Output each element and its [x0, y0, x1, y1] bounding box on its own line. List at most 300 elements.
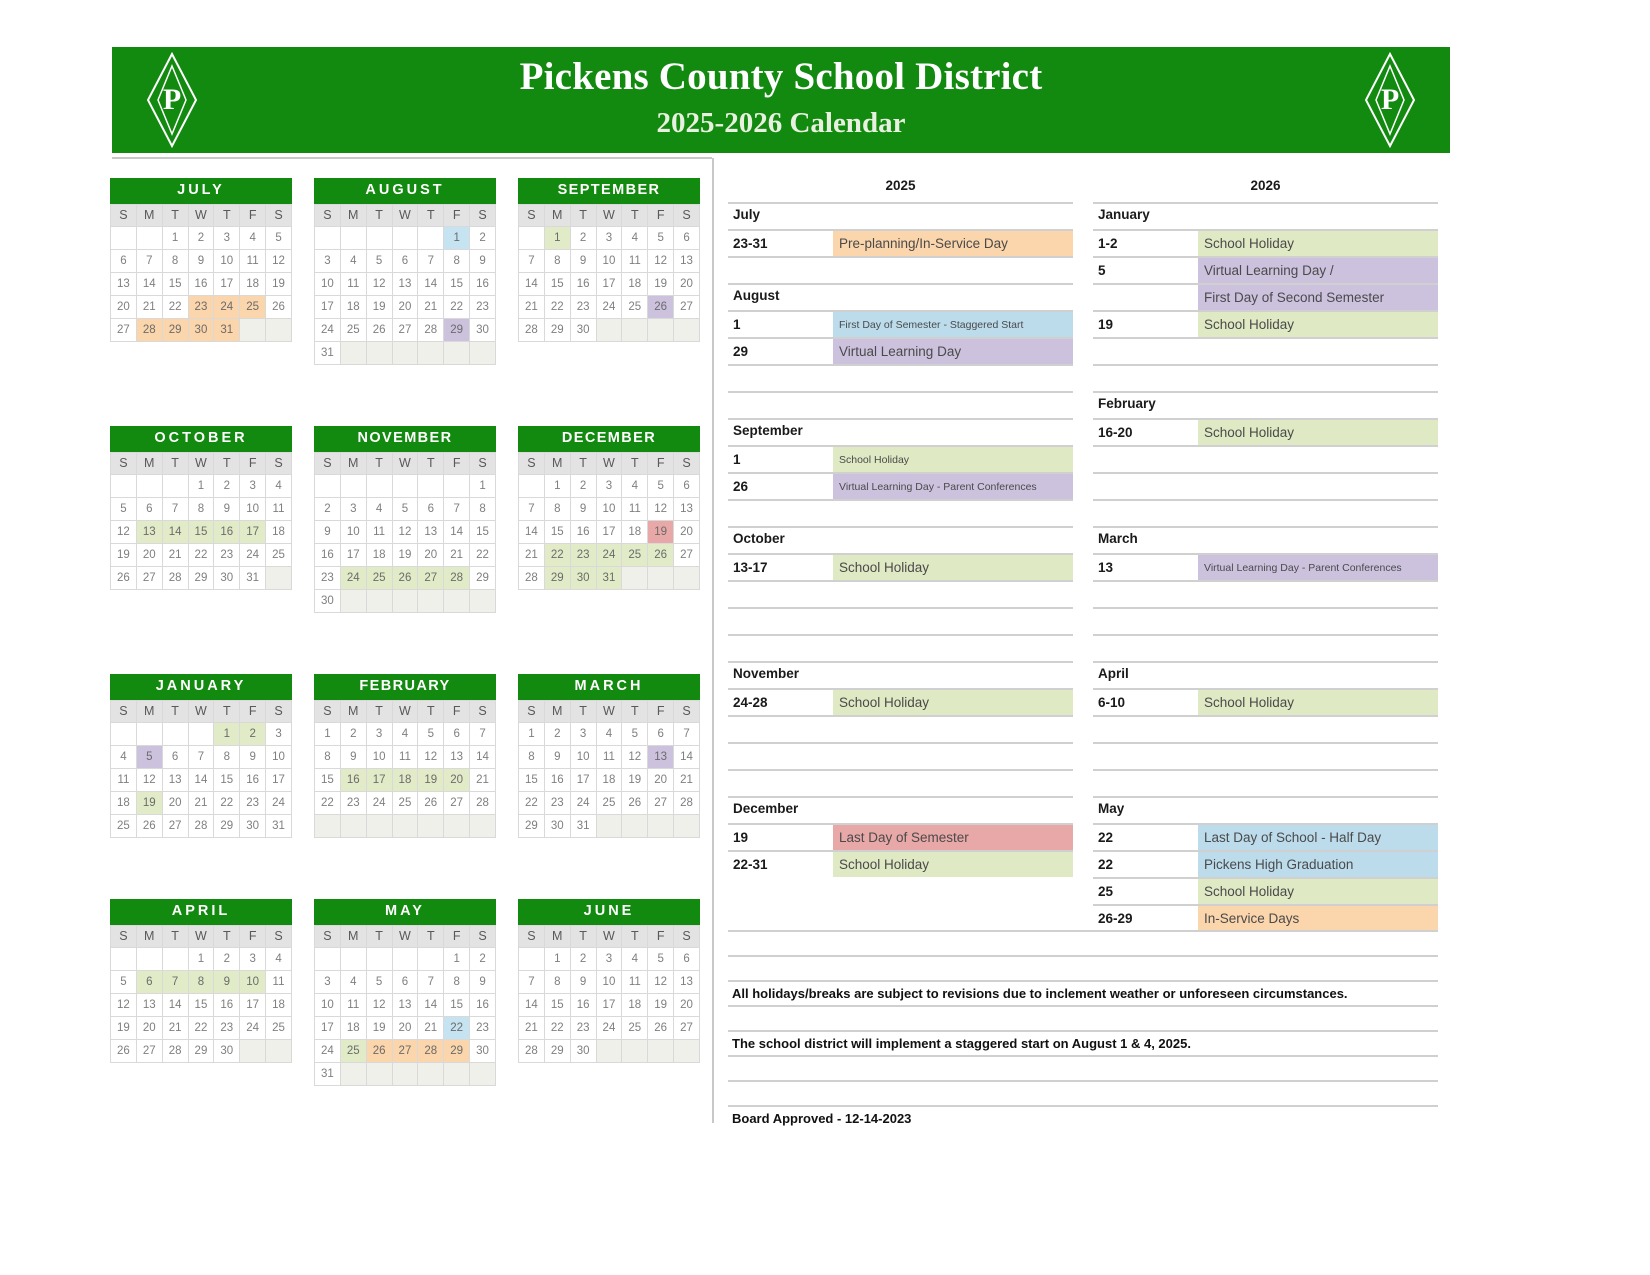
day-cell[interactable]: 7: [189, 746, 214, 768]
day-cell[interactable]: 7: [519, 498, 544, 520]
day-cell[interactable]: 13: [393, 994, 418, 1016]
day-cell-highlighted[interactable]: 14: [163, 521, 188, 543]
day-cell[interactable]: 24: [315, 319, 340, 341]
day-cell[interactable]: 27: [137, 567, 162, 589]
day-cell-highlighted[interactable]: 6: [137, 971, 162, 993]
day-cell[interactable]: 9: [240, 746, 265, 768]
day-cell[interactable]: 21: [519, 296, 544, 318]
day-cell-highlighted[interactable]: 25: [367, 567, 392, 589]
day-cell[interactable]: 21: [470, 769, 495, 791]
day-cell[interactable]: 16: [240, 769, 265, 791]
day-cell[interactable]: 15: [545, 273, 570, 295]
day-cell[interactable]: 10: [315, 273, 340, 295]
day-cell[interactable]: 31: [240, 567, 265, 589]
day-cell[interactable]: 1: [470, 475, 495, 497]
day-cell[interactable]: 2: [571, 475, 596, 497]
day-cell[interactable]: 12: [367, 273, 392, 295]
day-cell[interactable]: 15: [315, 769, 340, 791]
day-cell[interactable]: 15: [444, 994, 469, 1016]
day-cell[interactable]: 15: [189, 994, 214, 1016]
day-cell[interactable]: 28: [470, 792, 495, 814]
day-cell[interactable]: 28: [519, 1040, 544, 1062]
day-cell[interactable]: 3: [240, 948, 265, 970]
day-cell[interactable]: 8: [545, 250, 570, 272]
day-cell[interactable]: 6: [674, 475, 699, 497]
day-cell[interactable]: 22: [519, 792, 544, 814]
day-cell[interactable]: 6: [163, 746, 188, 768]
day-cell[interactable]: 16: [571, 521, 596, 543]
day-cell[interactable]: 5: [266, 227, 291, 249]
day-cell-highlighted[interactable]: 9: [214, 971, 239, 993]
day-cell[interactable]: 25: [622, 1017, 647, 1039]
day-cell[interactable]: 29: [545, 319, 570, 341]
day-cell[interactable]: 19: [367, 1017, 392, 1039]
day-cell[interactable]: 20: [163, 792, 188, 814]
day-cell-highlighted[interactable]: 27: [418, 567, 443, 589]
day-cell-highlighted[interactable]: 25: [622, 544, 647, 566]
day-cell[interactable]: 4: [266, 475, 291, 497]
day-cell-highlighted[interactable]: 16: [341, 769, 366, 791]
day-cell[interactable]: 27: [111, 319, 136, 341]
day-cell[interactable]: 8: [189, 498, 214, 520]
day-cell[interactable]: 11: [341, 994, 366, 1016]
day-cell[interactable]: 22: [470, 544, 495, 566]
day-cell[interactable]: 11: [367, 521, 392, 543]
day-cell[interactable]: 2: [470, 948, 495, 970]
day-cell-highlighted[interactable]: 25: [341, 1040, 366, 1062]
day-cell[interactable]: 9: [545, 746, 570, 768]
day-cell[interactable]: 23: [214, 1017, 239, 1039]
day-cell[interactable]: 5: [648, 475, 673, 497]
day-cell[interactable]: 11: [393, 746, 418, 768]
day-cell[interactable]: 13: [444, 746, 469, 768]
day-cell[interactable]: 3: [367, 723, 392, 745]
day-cell[interactable]: 29: [189, 1040, 214, 1062]
day-cell[interactable]: 22: [214, 792, 239, 814]
day-cell-highlighted[interactable]: 13: [648, 746, 673, 768]
day-cell-highlighted[interactable]: 29: [163, 319, 188, 341]
day-cell[interactable]: 14: [137, 273, 162, 295]
day-cell[interactable]: 4: [341, 971, 366, 993]
day-cell[interactable]: 6: [111, 250, 136, 272]
day-cell[interactable]: 30: [470, 1040, 495, 1062]
day-cell[interactable]: 2: [571, 227, 596, 249]
day-cell[interactable]: 28: [163, 1040, 188, 1062]
day-cell[interactable]: 25: [111, 815, 136, 837]
day-cell[interactable]: 25: [622, 296, 647, 318]
day-cell[interactable]: 7: [674, 723, 699, 745]
day-cell-highlighted[interactable]: 15: [189, 521, 214, 543]
day-cell[interactable]: 30: [571, 319, 596, 341]
day-cell[interactable]: 5: [111, 971, 136, 993]
day-cell[interactable]: 12: [111, 521, 136, 543]
day-cell[interactable]: 8: [545, 971, 570, 993]
day-cell[interactable]: 8: [315, 746, 340, 768]
day-cell[interactable]: 30: [470, 319, 495, 341]
day-cell[interactable]: 20: [137, 1017, 162, 1039]
day-cell[interactable]: 26: [111, 1040, 136, 1062]
day-cell[interactable]: 15: [545, 521, 570, 543]
day-cell[interactable]: 7: [137, 250, 162, 272]
day-cell[interactable]: 12: [393, 521, 418, 543]
day-cell[interactable]: 5: [367, 971, 392, 993]
day-cell[interactable]: 16: [545, 769, 570, 791]
day-cell[interactable]: 20: [111, 296, 136, 318]
day-cell[interactable]: 9: [470, 250, 495, 272]
day-cell[interactable]: 5: [418, 723, 443, 745]
day-cell[interactable]: 19: [266, 273, 291, 295]
day-cell[interactable]: 25: [597, 792, 622, 814]
day-cell[interactable]: 2: [341, 723, 366, 745]
day-cell[interactable]: 27: [137, 1040, 162, 1062]
day-cell-highlighted[interactable]: 24: [597, 544, 622, 566]
day-cell[interactable]: 8: [163, 250, 188, 272]
day-cell-highlighted[interactable]: 22: [545, 544, 570, 566]
day-cell[interactable]: 29: [470, 567, 495, 589]
day-cell[interactable]: 4: [622, 227, 647, 249]
day-cell[interactable]: 13: [137, 994, 162, 1016]
day-cell[interactable]: 15: [214, 769, 239, 791]
day-cell-highlighted[interactable]: 29: [545, 567, 570, 589]
day-cell[interactable]: 27: [444, 792, 469, 814]
day-cell-highlighted[interactable]: 28: [444, 567, 469, 589]
day-cell[interactable]: 28: [189, 815, 214, 837]
day-cell[interactable]: 3: [597, 227, 622, 249]
day-cell[interactable]: 21: [418, 1017, 443, 1039]
day-cell[interactable]: 20: [674, 994, 699, 1016]
day-cell[interactable]: 21: [674, 769, 699, 791]
day-cell[interactable]: 21: [189, 792, 214, 814]
day-cell[interactable]: 13: [163, 769, 188, 791]
day-cell[interactable]: 13: [393, 273, 418, 295]
day-cell[interactable]: 17: [266, 769, 291, 791]
day-cell[interactable]: 23: [315, 567, 340, 589]
day-cell[interactable]: 12: [111, 994, 136, 1016]
day-cell[interactable]: 11: [266, 498, 291, 520]
day-cell[interactable]: 18: [341, 296, 366, 318]
day-cell[interactable]: 2: [214, 475, 239, 497]
day-cell[interactable]: 26: [622, 792, 647, 814]
day-cell[interactable]: 31: [266, 815, 291, 837]
day-cell[interactable]: 30: [315, 590, 340, 612]
day-cell[interactable]: 12: [622, 746, 647, 768]
day-cell-highlighted[interactable]: 22: [444, 1017, 469, 1039]
day-cell[interactable]: 25: [393, 792, 418, 814]
day-cell-highlighted[interactable]: 20: [444, 769, 469, 791]
day-cell[interactable]: 6: [674, 948, 699, 970]
day-cell[interactable]: 1: [519, 723, 544, 745]
day-cell[interactable]: 10: [315, 994, 340, 1016]
day-cell[interactable]: 4: [367, 498, 392, 520]
day-cell-highlighted[interactable]: 28: [137, 319, 162, 341]
day-cell[interactable]: 3: [597, 948, 622, 970]
day-cell[interactable]: 7: [418, 250, 443, 272]
day-cell[interactable]: 20: [393, 296, 418, 318]
day-cell-highlighted[interactable]: 26: [367, 1040, 392, 1062]
day-cell-highlighted[interactable]: 19: [648, 521, 673, 543]
day-cell[interactable]: 18: [266, 994, 291, 1016]
day-cell[interactable]: 2: [214, 948, 239, 970]
day-cell-highlighted[interactable]: 13: [137, 521, 162, 543]
day-cell-highlighted[interactable]: 17: [367, 769, 392, 791]
day-cell[interactable]: 3: [266, 723, 291, 745]
day-cell[interactable]: 27: [393, 319, 418, 341]
day-cell[interactable]: 3: [597, 475, 622, 497]
day-cell-highlighted[interactable]: 27: [393, 1040, 418, 1062]
day-cell[interactable]: 14: [519, 994, 544, 1016]
day-cell[interactable]: 24: [240, 544, 265, 566]
day-cell-highlighted[interactable]: 1: [444, 227, 469, 249]
day-cell-highlighted[interactable]: 1: [545, 227, 570, 249]
day-cell[interactable]: 12: [367, 994, 392, 1016]
day-cell[interactable]: 22: [189, 1017, 214, 1039]
day-cell[interactable]: 24: [571, 792, 596, 814]
day-cell[interactable]: 26: [266, 296, 291, 318]
day-cell[interactable]: 8: [545, 498, 570, 520]
day-cell[interactable]: 18: [597, 769, 622, 791]
day-cell[interactable]: 30: [240, 815, 265, 837]
day-cell[interactable]: 9: [470, 971, 495, 993]
day-cell[interactable]: 1: [163, 227, 188, 249]
day-cell[interactable]: 3: [571, 723, 596, 745]
day-cell[interactable]: 30: [571, 1040, 596, 1062]
day-cell[interactable]: 16: [315, 544, 340, 566]
day-cell-highlighted[interactable]: 24: [341, 567, 366, 589]
day-cell[interactable]: 25: [266, 544, 291, 566]
day-cell[interactable]: 7: [519, 250, 544, 272]
day-cell[interactable]: 4: [240, 227, 265, 249]
day-cell[interactable]: 6: [137, 498, 162, 520]
day-cell[interactable]: 9: [341, 746, 366, 768]
day-cell[interactable]: 19: [648, 273, 673, 295]
day-cell[interactable]: 11: [341, 273, 366, 295]
day-cell[interactable]: 24: [597, 1017, 622, 1039]
day-cell[interactable]: 14: [418, 273, 443, 295]
day-cell[interactable]: 19: [393, 544, 418, 566]
day-cell[interactable]: 9: [571, 250, 596, 272]
day-cell[interactable]: 18: [622, 994, 647, 1016]
day-cell-highlighted[interactable]: 29: [444, 1040, 469, 1062]
day-cell[interactable]: 21: [163, 1017, 188, 1039]
day-cell[interactable]: 20: [393, 1017, 418, 1039]
day-cell[interactable]: 31: [315, 342, 340, 364]
day-cell[interactable]: 26: [648, 1017, 673, 1039]
day-cell[interactable]: 9: [214, 498, 239, 520]
day-cell[interactable]: 19: [622, 769, 647, 791]
day-cell-highlighted[interactable]: 25: [240, 296, 265, 318]
day-cell[interactable]: 20: [674, 521, 699, 543]
day-cell[interactable]: 18: [240, 273, 265, 295]
day-cell[interactable]: 14: [519, 521, 544, 543]
day-cell[interactable]: 12: [648, 250, 673, 272]
day-cell[interactable]: 23: [214, 544, 239, 566]
day-cell[interactable]: 15: [470, 521, 495, 543]
day-cell[interactable]: 1: [545, 475, 570, 497]
day-cell[interactable]: 12: [266, 250, 291, 272]
day-cell[interactable]: 1: [315, 723, 340, 745]
day-cell[interactable]: 4: [622, 475, 647, 497]
day-cell[interactable]: 6: [648, 723, 673, 745]
day-cell[interactable]: 21: [137, 296, 162, 318]
day-cell[interactable]: 4: [597, 723, 622, 745]
day-cell[interactable]: 14: [418, 994, 443, 1016]
day-cell[interactable]: 16: [470, 994, 495, 1016]
day-cell[interactable]: 8: [519, 746, 544, 768]
day-cell-highlighted[interactable]: 23: [571, 544, 596, 566]
day-cell[interactable]: 31: [571, 815, 596, 837]
day-cell[interactable]: 30: [545, 815, 570, 837]
day-cell-highlighted[interactable]: 26: [648, 544, 673, 566]
day-cell[interactable]: 21: [519, 544, 544, 566]
day-cell[interactable]: 21: [418, 296, 443, 318]
day-cell[interactable]: 4: [622, 948, 647, 970]
day-cell[interactable]: 22: [189, 544, 214, 566]
day-cell[interactable]: 15: [163, 273, 188, 295]
day-cell[interactable]: 3: [341, 498, 366, 520]
day-cell[interactable]: 24: [315, 1040, 340, 1062]
day-cell[interactable]: 24: [367, 792, 392, 814]
day-cell[interactable]: 29: [214, 815, 239, 837]
day-cell[interactable]: 27: [674, 544, 699, 566]
day-cell[interactable]: 13: [111, 273, 136, 295]
day-cell[interactable]: 11: [622, 498, 647, 520]
day-cell[interactable]: 17: [571, 769, 596, 791]
day-cell-highlighted[interactable]: 28: [418, 1040, 443, 1062]
day-cell[interactable]: 13: [674, 250, 699, 272]
day-cell[interactable]: 9: [315, 521, 340, 543]
day-cell[interactable]: 17: [597, 521, 622, 543]
day-cell-highlighted[interactable]: 10: [240, 971, 265, 993]
day-cell[interactable]: 12: [648, 971, 673, 993]
day-cell[interactable]: 28: [418, 319, 443, 341]
day-cell[interactable]: 21: [444, 544, 469, 566]
day-cell[interactable]: 22: [163, 296, 188, 318]
day-cell[interactable]: 17: [240, 994, 265, 1016]
day-cell[interactable]: 27: [674, 1017, 699, 1039]
day-cell[interactable]: 7: [163, 498, 188, 520]
day-cell[interactable]: 2: [315, 498, 340, 520]
day-cell[interactable]: 26: [111, 567, 136, 589]
day-cell[interactable]: 16: [571, 994, 596, 1016]
day-cell[interactable]: 11: [266, 971, 291, 993]
day-cell[interactable]: 27: [674, 296, 699, 318]
day-cell[interactable]: 5: [648, 227, 673, 249]
day-cell[interactable]: 28: [519, 319, 544, 341]
day-cell[interactable]: 13: [674, 498, 699, 520]
day-cell-highlighted[interactable]: 2: [240, 723, 265, 745]
day-cell[interactable]: 10: [571, 746, 596, 768]
day-cell[interactable]: 19: [111, 544, 136, 566]
day-cell[interactable]: 18: [622, 521, 647, 543]
day-cell[interactable]: 4: [266, 948, 291, 970]
day-cell[interactable]: 7: [418, 971, 443, 993]
day-cell[interactable]: 11: [622, 250, 647, 272]
day-cell-highlighted[interactable]: 29: [444, 319, 469, 341]
day-cell[interactable]: 14: [470, 746, 495, 768]
day-cell-highlighted[interactable]: 1: [214, 723, 239, 745]
day-cell[interactable]: 30: [214, 567, 239, 589]
day-cell[interactable]: 15: [519, 769, 544, 791]
day-cell[interactable]: 23: [571, 296, 596, 318]
day-cell[interactable]: 20: [648, 769, 673, 791]
day-cell[interactable]: 10: [266, 746, 291, 768]
day-cell[interactable]: 7: [470, 723, 495, 745]
day-cell[interactable]: 19: [111, 1017, 136, 1039]
day-cell[interactable]: 17: [315, 1017, 340, 1039]
day-cell[interactable]: 1: [545, 948, 570, 970]
day-cell[interactable]: 30: [214, 1040, 239, 1062]
day-cell-highlighted[interactable]: 26: [393, 567, 418, 589]
day-cell-highlighted[interactable]: 7: [163, 971, 188, 993]
day-cell[interactable]: 6: [674, 227, 699, 249]
day-cell[interactable]: 8: [444, 971, 469, 993]
day-cell[interactable]: 2: [189, 227, 214, 249]
day-cell[interactable]: 26: [367, 319, 392, 341]
day-cell[interactable]: 2: [545, 723, 570, 745]
day-cell[interactable]: 31: [315, 1063, 340, 1085]
day-cell[interactable]: 16: [189, 273, 214, 295]
day-cell-highlighted[interactable]: 17: [240, 521, 265, 543]
day-cell[interactable]: 3: [315, 250, 340, 272]
day-cell[interactable]: 3: [240, 475, 265, 497]
day-cell[interactable]: 22: [545, 1017, 570, 1039]
day-cell[interactable]: 19: [367, 296, 392, 318]
day-cell[interactable]: 8: [214, 746, 239, 768]
day-cell[interactable]: 19: [648, 994, 673, 1016]
day-cell[interactable]: 17: [315, 296, 340, 318]
day-cell[interactable]: 2: [571, 948, 596, 970]
day-cell[interactable]: 29: [189, 567, 214, 589]
day-cell[interactable]: 23: [470, 1017, 495, 1039]
day-cell[interactable]: 17: [597, 994, 622, 1016]
day-cell[interactable]: 5: [111, 498, 136, 520]
day-cell-highlighted[interactable]: 16: [214, 521, 239, 543]
day-cell[interactable]: 4: [111, 746, 136, 768]
day-cell[interactable]: 23: [240, 792, 265, 814]
day-cell[interactable]: 10: [240, 498, 265, 520]
day-cell-highlighted[interactable]: 23: [189, 296, 214, 318]
day-cell[interactable]: 10: [597, 498, 622, 520]
day-cell[interactable]: 28: [163, 567, 188, 589]
day-cell[interactable]: 1: [444, 948, 469, 970]
day-cell-highlighted[interactable]: 30: [189, 319, 214, 341]
day-cell[interactable]: 10: [597, 250, 622, 272]
day-cell[interactable]: 12: [648, 498, 673, 520]
day-cell-highlighted[interactable]: 8: [189, 971, 214, 993]
day-cell[interactable]: 1: [189, 475, 214, 497]
day-cell[interactable]: 22: [444, 296, 469, 318]
day-cell-highlighted[interactable]: 30: [571, 567, 596, 589]
day-cell[interactable]: 14: [519, 273, 544, 295]
day-cell[interactable]: 8: [444, 250, 469, 272]
day-cell[interactable]: 21: [163, 544, 188, 566]
day-cell[interactable]: 18: [341, 1017, 366, 1039]
day-cell[interactable]: 25: [266, 1017, 291, 1039]
day-cell[interactable]: 18: [622, 273, 647, 295]
day-cell[interactable]: 6: [393, 971, 418, 993]
day-cell[interactable]: 27: [648, 792, 673, 814]
day-cell[interactable]: 25: [341, 319, 366, 341]
day-cell[interactable]: 18: [266, 521, 291, 543]
day-cell-highlighted[interactable]: 24: [214, 296, 239, 318]
day-cell[interactable]: 16: [571, 273, 596, 295]
day-cell[interactable]: 15: [444, 273, 469, 295]
day-cell-highlighted[interactable]: 26: [648, 296, 673, 318]
day-cell[interactable]: 24: [266, 792, 291, 814]
day-cell[interactable]: 10: [597, 971, 622, 993]
day-cell[interactable]: 7: [444, 498, 469, 520]
day-cell[interactable]: 13: [418, 521, 443, 543]
